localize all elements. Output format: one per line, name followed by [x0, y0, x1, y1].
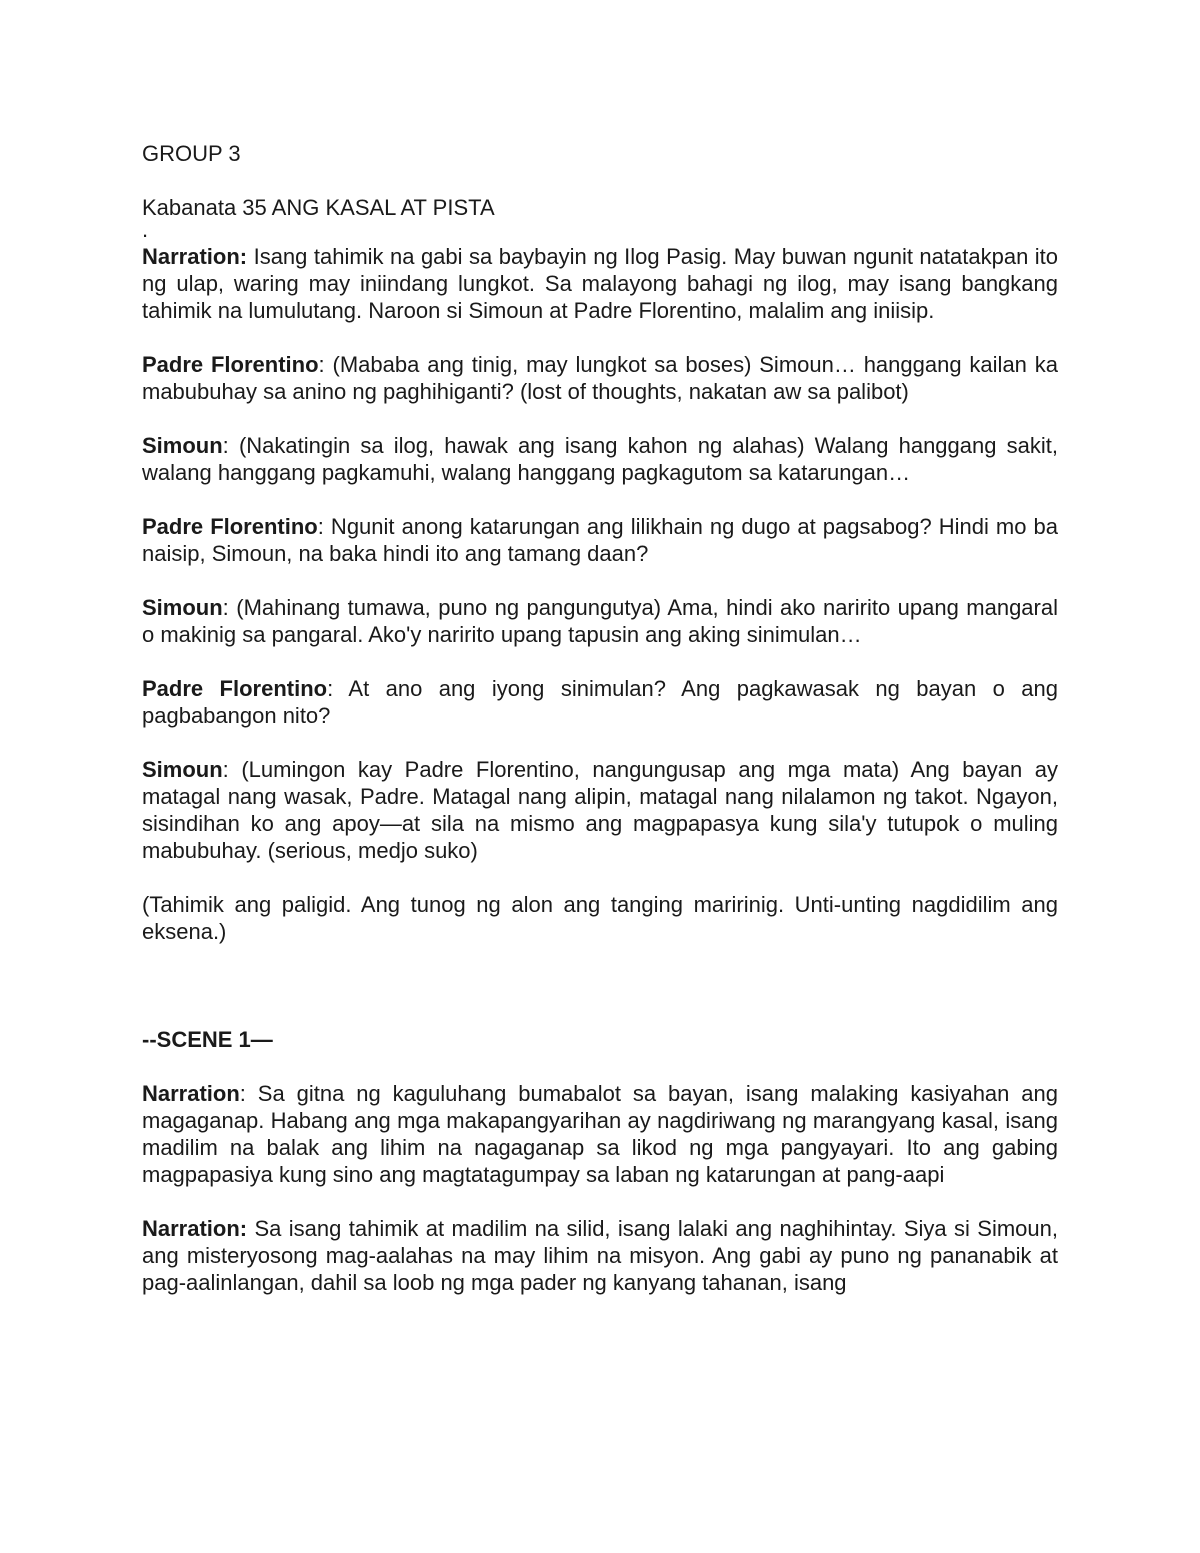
paragraph-florentino-1	[142, 351, 1058, 405]
paragraph-scene-narration-2	[142, 1215, 1058, 1296]
paragraph-florentino-2	[142, 513, 1058, 567]
paragraph-simoun-2	[142, 594, 1058, 648]
paragraph-florentino-3	[142, 675, 1058, 729]
speaker-colon: :	[317, 514, 324, 539]
group-heading: GROUP 3	[142, 141, 241, 166]
speaker-colon: :	[318, 352, 325, 377]
paragraph-text: (Mahinang tumawa, puno ng pangungutya) Ama, hindi ako naririto upang mangaral o makinig sa pangaral. Ako'y naririto upang tapusin ang aking sinimulan…	[142, 595, 1058, 647]
paragraph-text: Isang tahimik na gabi sa baybayin ng Ilog Pasig. May buwan ngunit natatakpan ito ng ulap, waring may iniindang lungkot. Sa malayong bahagi ng ilog, may isang bangkang tahimik na lumulutang. Naroon si Simoun at Padre Florentino, malalim ang iniisip.	[142, 244, 1058, 323]
paragraph-simoun-1	[142, 432, 1058, 486]
speaker-label: Narration:	[142, 1216, 248, 1241]
paragraph-text: (Nakatingin sa ilog, hawak ang isang kahon ng alahas) Walang hanggang sakit, walang hanggang pagkamuhi, walang hanggang pagkagutom sa katarungan…	[142, 433, 1058, 485]
separator-dot: .	[142, 217, 149, 242]
paragraph-text: Ngunit anong katarungan ang lilikhain ng dugo at pagsabog? Hindi mo ba naisip, Simoun, na baka hindi ito ang tamang daan?	[142, 514, 1059, 566]
speaker-label: Simoun	[142, 433, 223, 458]
paragraph-simoun-3	[142, 756, 1058, 864]
paragraph-text: At ano ang iyong sinimulan? Ang pagkawasak ng bayan o ang pagbabangon nito?	[142, 676, 1058, 728]
speaker-label: Padre Florentino	[142, 352, 319, 377]
document-page	[142, 140, 1058, 1323]
paragraph-text: (Lumingon kay Padre Florentino, nangungusap ang mga mata) Ang bayan ay matagal nang wasak, Padre. Matagal nang alipin, matagal nang nilalamon ng takot. Ngayon, sisindihan ko ang apoy—at sila na mismo ang magpapasya kung sila'y tutupok o muling mabubuhay. (serious, medjo suko)	[142, 757, 1058, 863]
speaker-label: Padre Florentino	[142, 676, 328, 701]
paragraph-text: (Tahimik ang paligid. Ang tunog ng alon ang tanging maririnig. Unti-unting nagdidilim ang eksena.)	[142, 892, 1058, 944]
paragraph-text: (Mababa ang tinig, may lungkot sa boses) Simoun… hanggang kailan ka mabubuhay sa anino ng paghihiganti? (lost of thoughts, nakatan aw sa palibot)	[142, 352, 1058, 404]
scene-heading: --SCENE 1—	[142, 1027, 273, 1052]
chapter-title: Kabanata 35 ANG KASAL AT PISTA	[142, 195, 495, 220]
speaker-colon: :	[239, 1081, 246, 1106]
speaker-label: Padre Florentino	[142, 514, 318, 539]
speaker-colon: :	[327, 676, 334, 701]
paragraph-text: Sa gitna ng kaguluhang bumabalot sa bayan, isang malaking kasiyahan ang magaganap. Habang ang mga makapangyarihan ay nagdiriwang ng marangyang kasal, isang madilim na balak ang lihim na nagaganap sa likod ng mga pangyayari. Ito ang gabing magpapasiya kung sino ang magtatagumpay sa laban ng katarungan at pang-aapi	[142, 1081, 1058, 1187]
paragraph-text: Sa isang tahimik at madilim na silid, isang lalaki ang naghihintay. Siya si Simoun, ang misteryosong mag-aalahas na may lihim na misyon. Ang gabi ay puno ng pananabik at pag-aalinlangan, dahil sa loob ng mga pader ng kanyang tahanan, isang	[142, 1216, 1058, 1295]
speaker-colon: :	[222, 595, 229, 620]
speaker-colon: :	[222, 433, 229, 458]
speaker-label: Narration:	[142, 244, 248, 269]
paragraph-scene-narration-1	[142, 1080, 1058, 1188]
paragraph-narration-1	[142, 243, 1058, 324]
paragraph-stage-direction	[142, 891, 1058, 945]
speaker-label: Narration	[142, 1081, 240, 1106]
speaker-label: Simoun	[142, 757, 223, 782]
speaker-colon: :	[222, 757, 229, 782]
speaker-label: Simoun	[142, 595, 223, 620]
